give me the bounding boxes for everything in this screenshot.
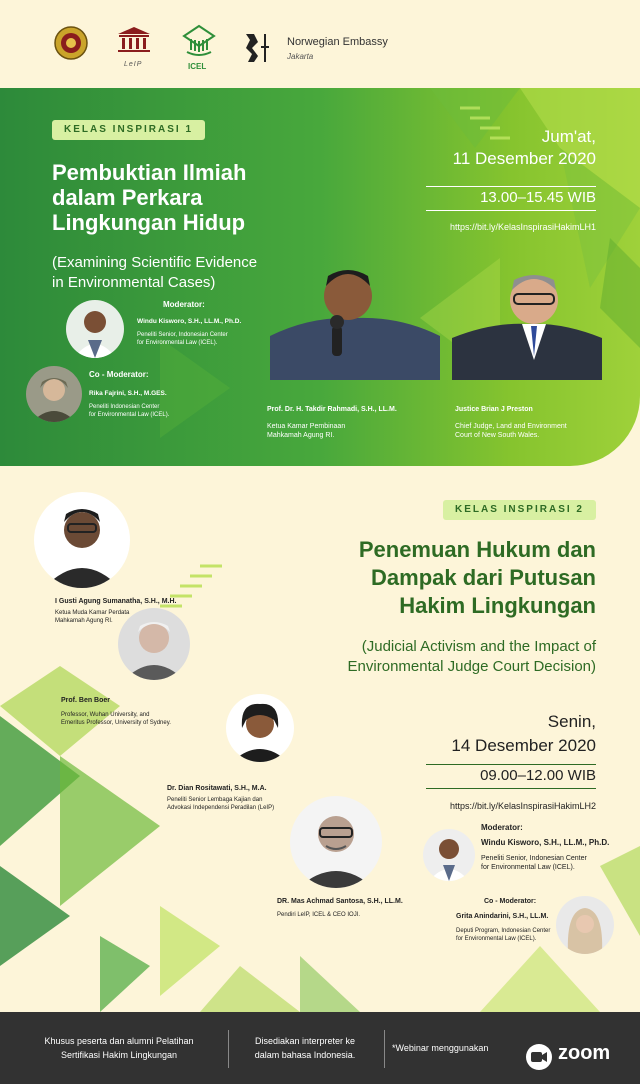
session2-link[interactable]: https://bit.ly/KelasInspirasiHakimLH2	[449, 801, 596, 811]
desc-line: Peneliti Senior, Indonesian Center	[137, 332, 228, 338]
session2-comoderator-name: Grita Anindarini, S.H., LL.M.	[456, 913, 549, 920]
desc-line: Mahkamah Agung RI.	[55, 617, 113, 624]
session1-title-line: dalam Perkara	[52, 185, 203, 210]
mahkamah-agung-seal-logo	[54, 26, 88, 60]
desc-line: Emeritus Professor, University of Sydney.	[61, 719, 171, 726]
session1-speaker-name-2: Justice Brian J Preston	[455, 406, 533, 413]
session2-comoderator-photo	[556, 896, 614, 954]
session1-speaker-desc-2	[455, 422, 567, 440]
zoom-logo-text: zoom	[558, 1042, 611, 1064]
session1-title-line: Lingkungan Hidup	[52, 210, 246, 235]
session1-moderator-desc	[137, 332, 228, 347]
session2-speaker-desc-3	[167, 797, 274, 812]
desc-line: for Environmental Law (ICEL).	[456, 935, 537, 942]
session1-subtitle-line: in Environmental Cases)	[52, 274, 216, 291]
footer-line: Sertifikasi Hakim Lingkungan	[60, 1050, 178, 1060]
session1-link[interactable]: https://bit.ly/KelasInspirasiHakimLH1	[449, 222, 596, 232]
session1-speaker-desc-1	[267, 422, 345, 440]
session2-speaker-name-3: Dr. Dian Rositawati, S.H., M.A.	[167, 785, 267, 792]
session1-panel	[0, 88, 640, 466]
desc-line: Peneliti Senior, Indonesian Center	[481, 855, 587, 862]
desc-line: Ketua Kamar Pembinaan	[267, 423, 346, 430]
session1-subtitle-line: (Examining Scientific Evidence	[52, 254, 258, 271]
zoom-camera-icon	[526, 1044, 552, 1070]
session2-speaker-name-4: DR. Mas Achmad Santosa, S.H., LL.M.	[277, 898, 403, 905]
session1-comoderator-photo	[26, 366, 82, 422]
session2-moderator-name: Windu Kisworo, S.H., LL.M., Ph.D.	[481, 838, 610, 847]
session2-title-line: Dampak dari Putusan	[371, 565, 596, 590]
footer-line: Disediakan interpreter ke	[254, 1036, 356, 1046]
desc-line: Chief Judge, Land and Environment	[455, 423, 567, 430]
session1-date	[453, 126, 596, 170]
footer-line: Khusus peserta dan alumni Pelatihan	[44, 1036, 194, 1046]
session2-comoderator-desc	[456, 928, 550, 943]
desc-line: Deputi Program, Indonesian Center	[456, 928, 551, 934]
session1-title	[52, 160, 352, 235]
session2-speaker-photo-4	[290, 796, 382, 888]
footer-line: dalam bahasa Indonesia.	[254, 1050, 356, 1060]
session1-moderator-photo	[66, 300, 124, 358]
icel-logo	[182, 24, 216, 58]
session2-time: 09.00–12.00 WIB	[426, 764, 596, 789]
session2-subtitle	[276, 637, 596, 677]
desc-line: Peneliti Indonesian Center	[89, 404, 160, 410]
session2-speaker-photo-2	[118, 608, 190, 680]
desc-line: Professor, Wuhan University, and	[61, 712, 150, 718]
session2-title	[276, 536, 596, 620]
icel-logo-text: ICEL	[188, 62, 207, 71]
desc-line: Ketua Muda Kamar Perdata	[55, 610, 130, 616]
desc-line: for Environmental Law (ICEL).	[481, 864, 575, 871]
session1-badge: KELAS INSPIRASI 1	[52, 120, 205, 140]
session1-comoderator-desc	[89, 404, 169, 419]
session2-speaker-name-1: I Gusti Agung Sumanatha, S.H., M.H.	[55, 598, 177, 605]
session2-speaker-name-2: Prof. Ben Boer	[61, 697, 111, 704]
session2-speaker-photo-1	[34, 492, 130, 588]
embassy-name: Norwegian Embassy	[287, 36, 388, 48]
session2-speaker-desc-4	[277, 912, 360, 920]
lelp-logo	[114, 26, 154, 58]
desc-line: for Environmental Law (ICEL).	[137, 339, 218, 346]
embassy-city: Jakarta	[287, 52, 314, 61]
footer-bar	[0, 1012, 640, 1084]
session2-date-text: 14 Desember 2020	[451, 736, 596, 755]
session1-time: 13.00–15.45 WIB	[426, 186, 596, 211]
desc-line: Mahkamah Agung RI.	[267, 432, 335, 439]
header-logos	[0, 0, 640, 88]
footer-divider	[384, 1030, 385, 1068]
session1-day: Jum'at,	[541, 127, 596, 146]
session2-badge: KELAS INSPIRASI 2	[443, 500, 596, 520]
norway-lion-logo	[244, 32, 278, 64]
session1-speaker-photo-2	[452, 260, 602, 380]
session2-date	[451, 710, 596, 758]
session2-day: Senin,	[547, 712, 596, 731]
session2-speaker-photo-3	[226, 694, 294, 762]
session2-title-line: Hakim Lingkungan	[399, 593, 596, 618]
session1-title-line: Pembuktian Ilmiah	[52, 160, 247, 185]
session1-speaker-name-1: Prof. Dr. H. Takdir Rahmadi, S.H., LL.M.	[267, 406, 397, 413]
session1-speaker-photo-1	[270, 256, 440, 380]
session2-speaker-desc-2	[61, 712, 171, 727]
session2-moderator-desc	[481, 854, 587, 872]
session2-speaker-desc-1	[55, 610, 129, 625]
session2-comoderator-label: Co - Moderator:	[484, 898, 537, 905]
footer-note-webinar: *Webinar menggunakan	[392, 1043, 489, 1053]
session1-comoderator-name: Rika Fajrini, S.H., M.GES.	[89, 390, 167, 397]
footer-divider	[228, 1030, 229, 1068]
session2-moderator-photo	[423, 829, 475, 881]
session2-subtitle-line: Environmental Judge Court Decision)	[347, 658, 596, 675]
session2-moderator-label: Moderator:	[481, 823, 523, 832]
session1-moderator-name: Windu Kisworo, S.H., LL.M., Ph.D.	[137, 318, 242, 325]
desc-line: for Environmental Law (ICEL).	[89, 411, 170, 418]
session1-date-text: 11 Desember 2020	[452, 149, 596, 168]
session2-title-line: Penemuan Hukum dan	[358, 537, 596, 562]
desc-line: Peneliti Senior Lembaga Kajian dan	[167, 797, 263, 803]
lelp-logo-text: LeIP	[124, 61, 143, 68]
desc-line: Pendiri LeIP, ICEL & CEO IOJI.	[277, 912, 361, 918]
session1-comoderator-label: Co - Moderator:	[89, 370, 149, 379]
desc-line: Court of New South Wales.	[455, 432, 540, 439]
footer-note-participants	[14, 1034, 224, 1062]
footer-note-interpreter	[232, 1034, 378, 1062]
session1-moderator-label: Moderator:	[163, 300, 205, 309]
desc-line: Advokasi Independensi Peradilan (LeIP)	[167, 804, 275, 811]
session2-subtitle-line: (Judicial Activism and the Impact of	[361, 638, 596, 655]
